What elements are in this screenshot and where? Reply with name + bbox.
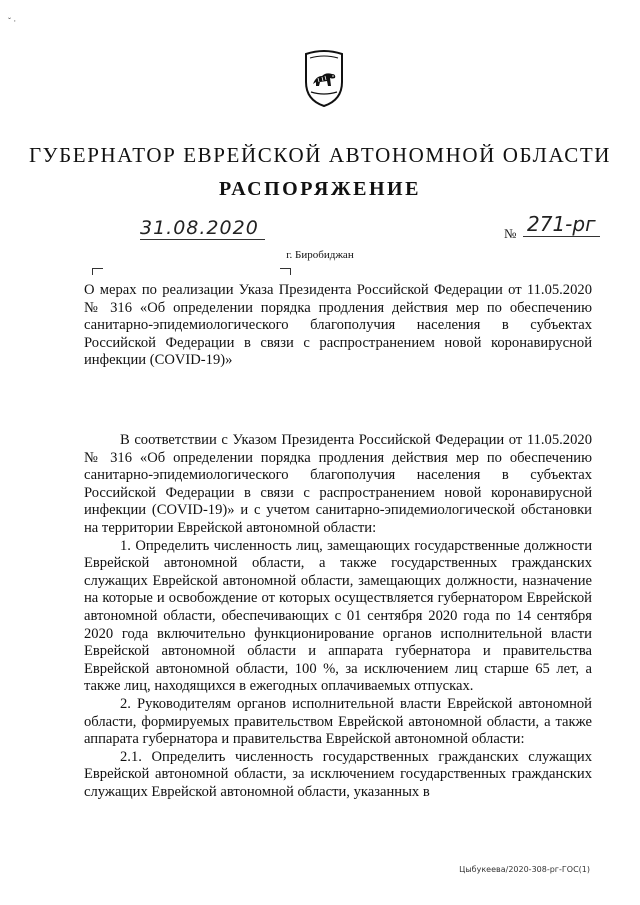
document-date: 31.08.2020 [140,217,265,240]
document-number: 271-рг [523,212,600,237]
document-type: РАСПОРЯЖЕНИЕ [219,178,421,200]
coat-of-arms-icon [302,48,346,108]
document-body [84,432,592,801]
footer-reference: Цыбукеева/2020-308-рг-ГОС(1) [459,865,590,874]
body-paragraph: 2. Руководителям органов исполнительной власти Еврейской автономной области, формируемых правительством Еврейской автономной области, а также аппарата губернатора и правительства Еврейской автономной области: [84,695,592,748]
scan-mark: ˇ · [8,16,17,26]
city-label: г. Биробиджан [286,249,354,261]
corner-mark-left [92,268,103,275]
body-paragraph: 2.1. Определить численность государственных гражданских служащих Еврейской автономной области, за исключением государственных гражданских служащих Еврейской автономной области, указанных в [84,748,592,800]
body-paragraph: 1. Определить численность лиц, замещающих государственные должности Еврейской автономной области, а также государственных гражданских служащих Еврейской автономной области, замещающих должности, назначение на которые и освобождение от которых осуществляется губернатором Еврейской автономной области, обеспечивающих с 01 сентября 2020 года по 14 сентября 2020 года включительно функционирование органов исполнительной власти Еврейской автономной области и аппарата губернатора и правительства Еврейской автономной области, 100 %, за исключением лиц старше 65 лет, а также лиц, находящихся в ежегодных оплачиваемых отпусках. [84,537,592,695]
document-subject: О мерах по реализации Указа Президента Российской Федерации от 11.05.2020 № 316 «Об определении порядка продления действия мер по обеспечению санитарно-эпидемиологического благополучия населения в субъектах Российской Федерации в связи с распространением новой коронавирусной инфекции (COVID-19)» [84,282,592,369]
corner-mark-right [280,268,291,275]
governor-title: ГУБЕРНАТОР ЕВРЕЙСКОЙ АВТОНОМНОЙ ОБЛАСТИ [28,143,612,167]
number-prefix: № [504,226,517,241]
body-paragraph: В соответствии с Указом Президента Российской Федерации от 11.05.2020 № 316 «Об определении порядка продления действия мер по обеспечению санитарно-эпидемиологического благополучия населения в субъектах Российской Федерации в связи с распространением новой коронавирусной инфекции (COVID-19)» и с учетом санитарно-эпидемиологической обстановки на территории Еврейской автономной области: [84,432,592,536]
